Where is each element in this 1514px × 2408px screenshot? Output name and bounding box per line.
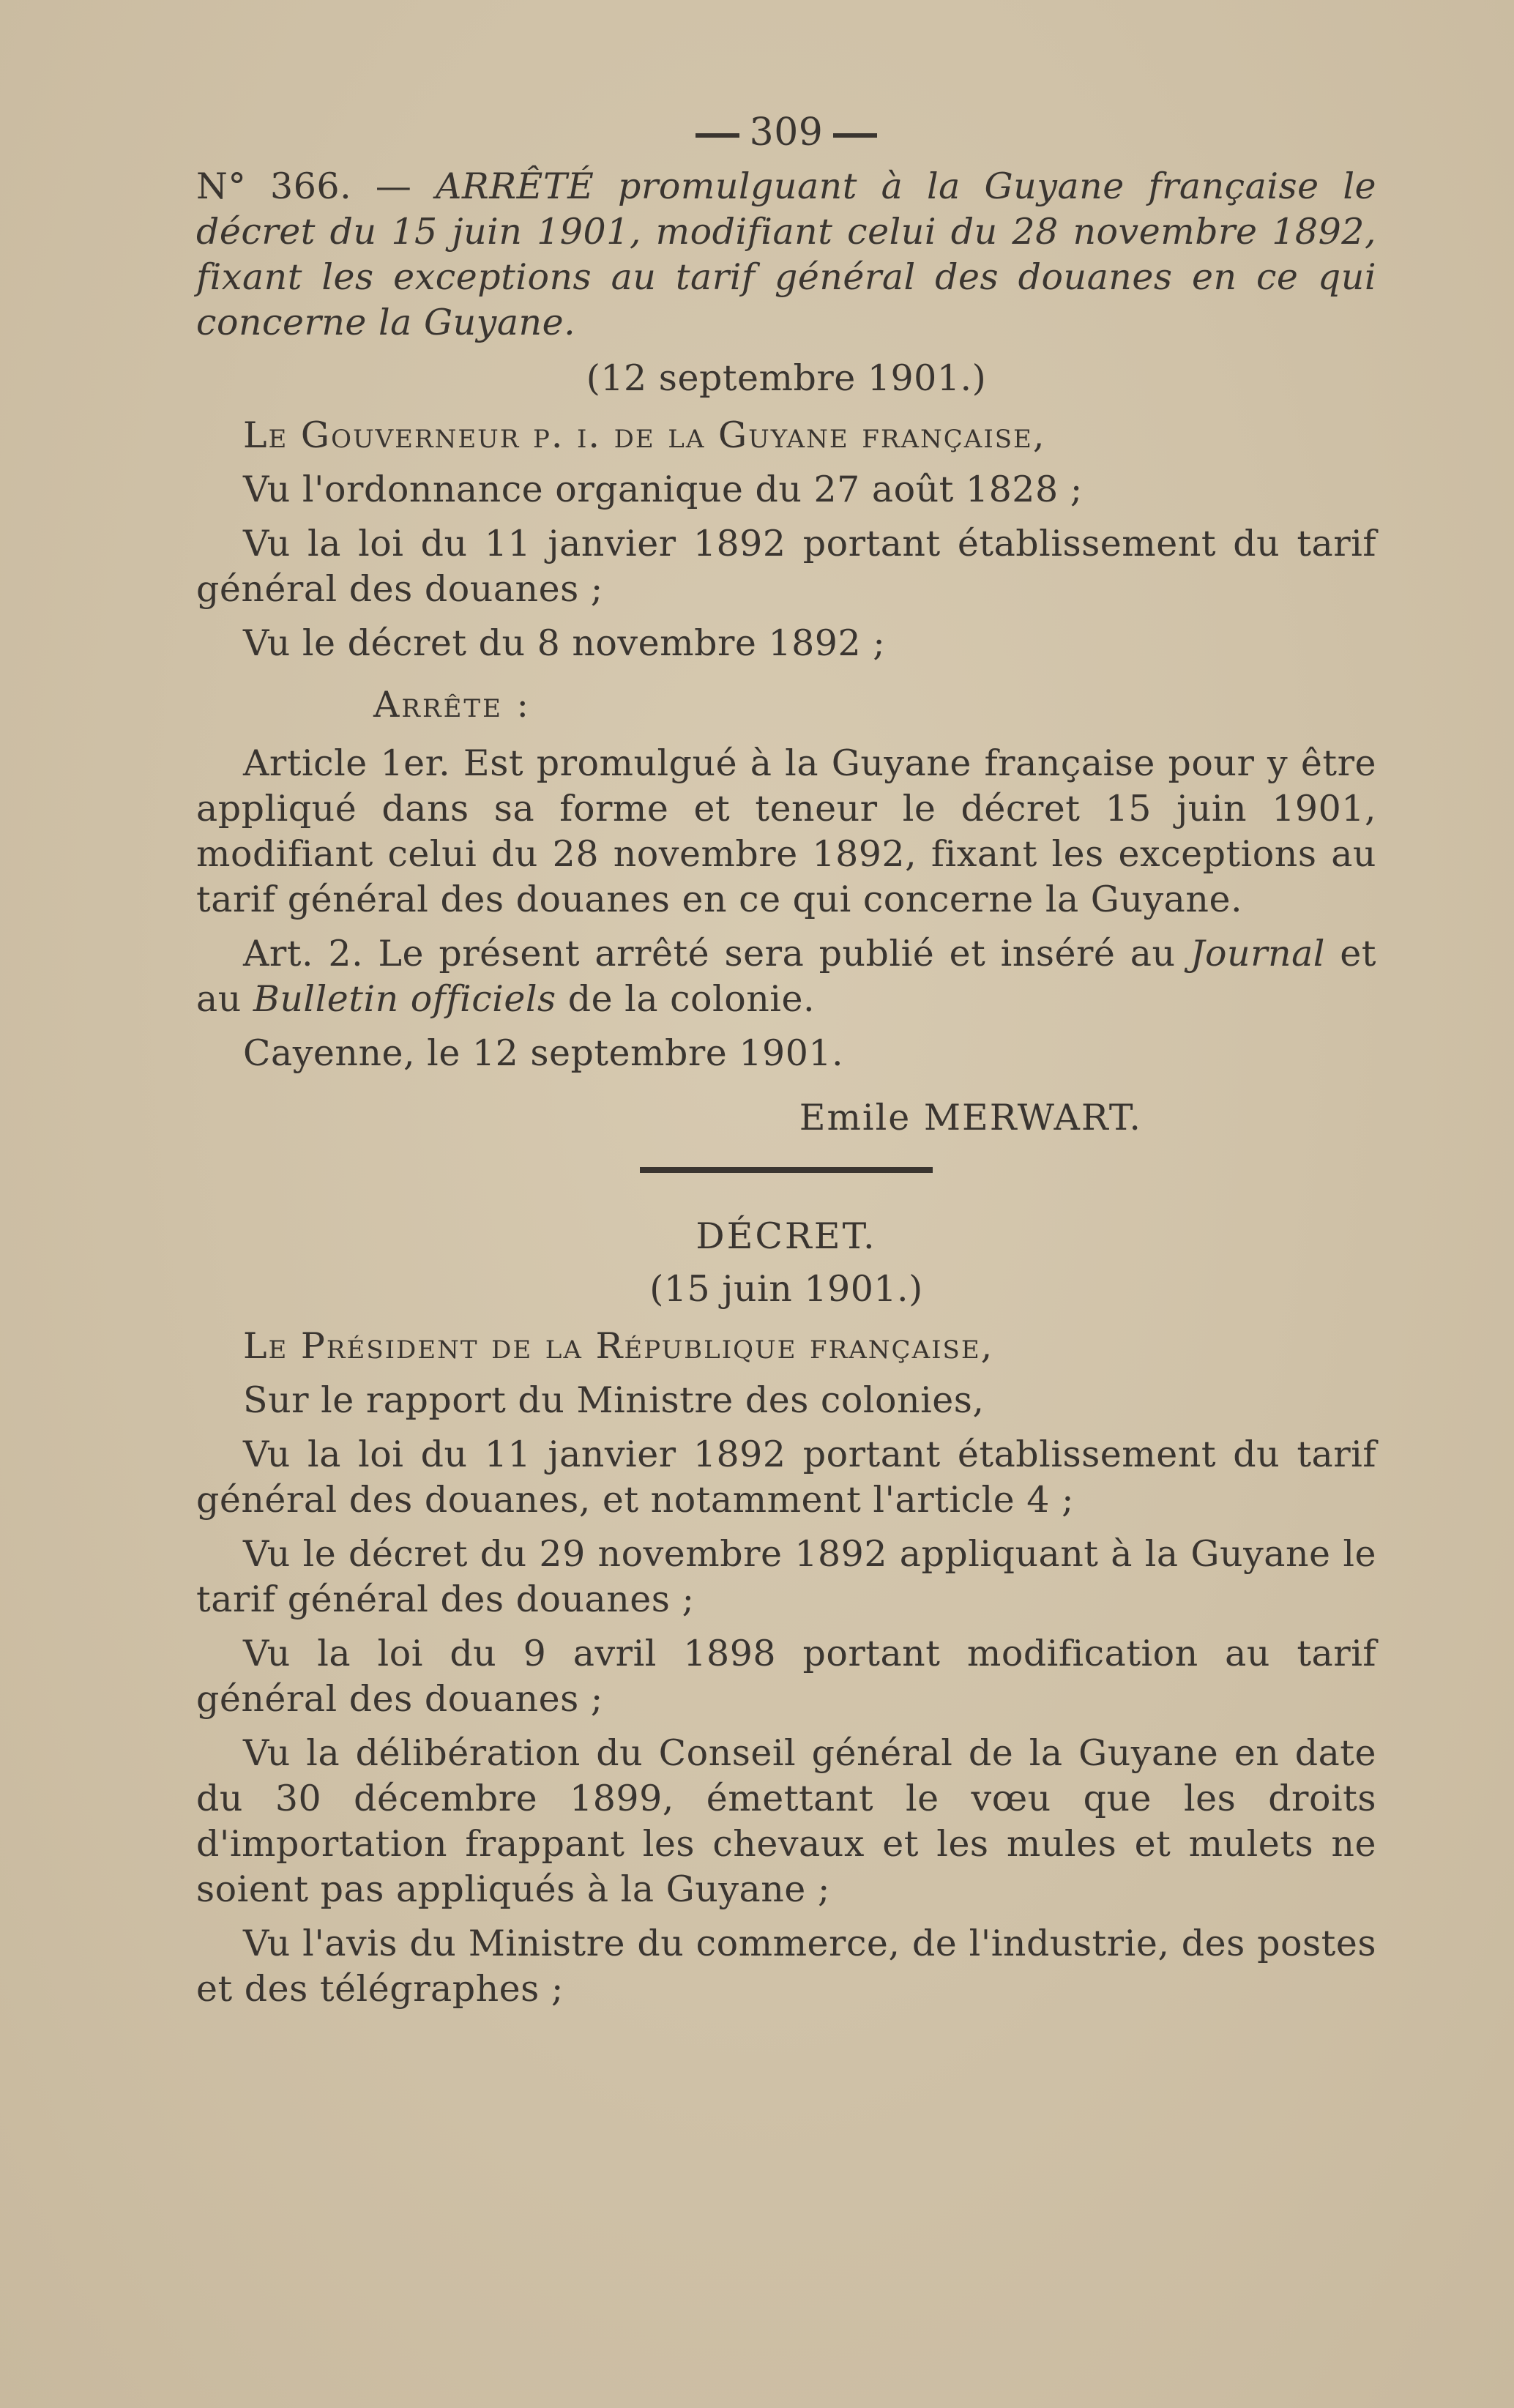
arrete-heading	[196, 164, 1376, 346]
page-number-ornament-left	[696, 133, 739, 138]
article-2-end: de la colonie.	[556, 978, 816, 1020]
arrete-considerant: Vu le décret du 8 novembre 1892 ;	[243, 622, 886, 664]
article-2-bulletin: Bulletin officiels	[253, 978, 556, 1020]
arrete-date: (12 septembre 1901.)	[586, 357, 987, 399]
page-number	[196, 110, 1376, 155]
page-number-ornament-right	[833, 133, 877, 138]
article-1-prefix: Article 1er.	[243, 742, 451, 784]
section-divider	[640, 1167, 933, 1173]
arrete-number: N° 366.	[196, 165, 352, 207]
decret-considerant: Vu la loi du 9 avril 1898 portant modification au tarif général des douanes ;	[196, 1633, 1376, 1720]
decret-intro: Le Président de la République française,	[243, 1325, 994, 1367]
arrete-label: Arrête :	[373, 684, 531, 726]
decret-considerant: Vu le décret du 29 novembre 1892 appliquant à la Guyane le tarif général des douanes ;	[196, 1533, 1376, 1620]
decret-date: (15 juin 1901.)	[649, 1268, 923, 1310]
arrete-intro: Le Gouverneur p. i. de la Guyane française,	[243, 414, 1046, 456]
place-date: Cayenne, le 12 septembre 1901.	[243, 1032, 844, 1074]
article-2	[196, 931, 1376, 1022]
article-2-journal: Journal	[1190, 933, 1325, 974]
article-1-text: Est promulgué à la Guyane française pour y être appliqué dans sa forme et teneur le décret 15 juin 1901, modifiant celui du 28 novembre 1892, fixant les exceptions au tarif général des douanes en ce qui concerne la Guyane.	[196, 742, 1376, 920]
decret-considerant: Sur le rapport du Ministre des colonies,	[243, 1379, 985, 1421]
arrete-considerant: Vu l'ordonnance organique du 27 août 1828 ;	[243, 469, 1083, 510]
decret-considerant: Vu l'avis du Ministre du commerce, de l'industrie, des postes et des télégraphes ;	[196, 1923, 1376, 2010]
article-1	[196, 741, 1376, 922]
decret-considerant: Vu la délibération du Conseil général de la Guyane en date du 30 décembre 1899, émettant le vœu que les droits d'importation frappant les chevaux et les mules et mulets ne soient pas appliqués à la Guyane ;	[196, 1732, 1376, 1910]
signature: Emile MERWART.	[799, 1097, 1142, 1138]
heading-dash: —	[375, 165, 412, 207]
page-number-text: 309	[749, 111, 824, 154]
decret-title: DÉCRET.	[696, 1215, 877, 1257]
article-2-start: Art. 2. Le présent arrêté sera publié et inséré au	[243, 933, 1190, 974]
arrete-considerant: Vu la loi du 11 janvier 1892 portant établissement du tarif général des douanes ;	[196, 523, 1376, 610]
text-column	[196, 110, 1376, 2021]
arrete-heading-text: ARRÊTÉ promulguant à la Guyane française le décret du 15 juin 1901, modifiant celui du 28 novembre 1892, fixant les exceptions au tarif général des douanes en ce qui concerne la Guyane.	[196, 165, 1376, 343]
decret-considerant: Vu la loi du 11 janvier 1892 portant établissement du tarif général des douanes, et notamment l'article 4 ;	[196, 1434, 1376, 1521]
article-2-mid: et au	[196, 933, 1377, 1020]
